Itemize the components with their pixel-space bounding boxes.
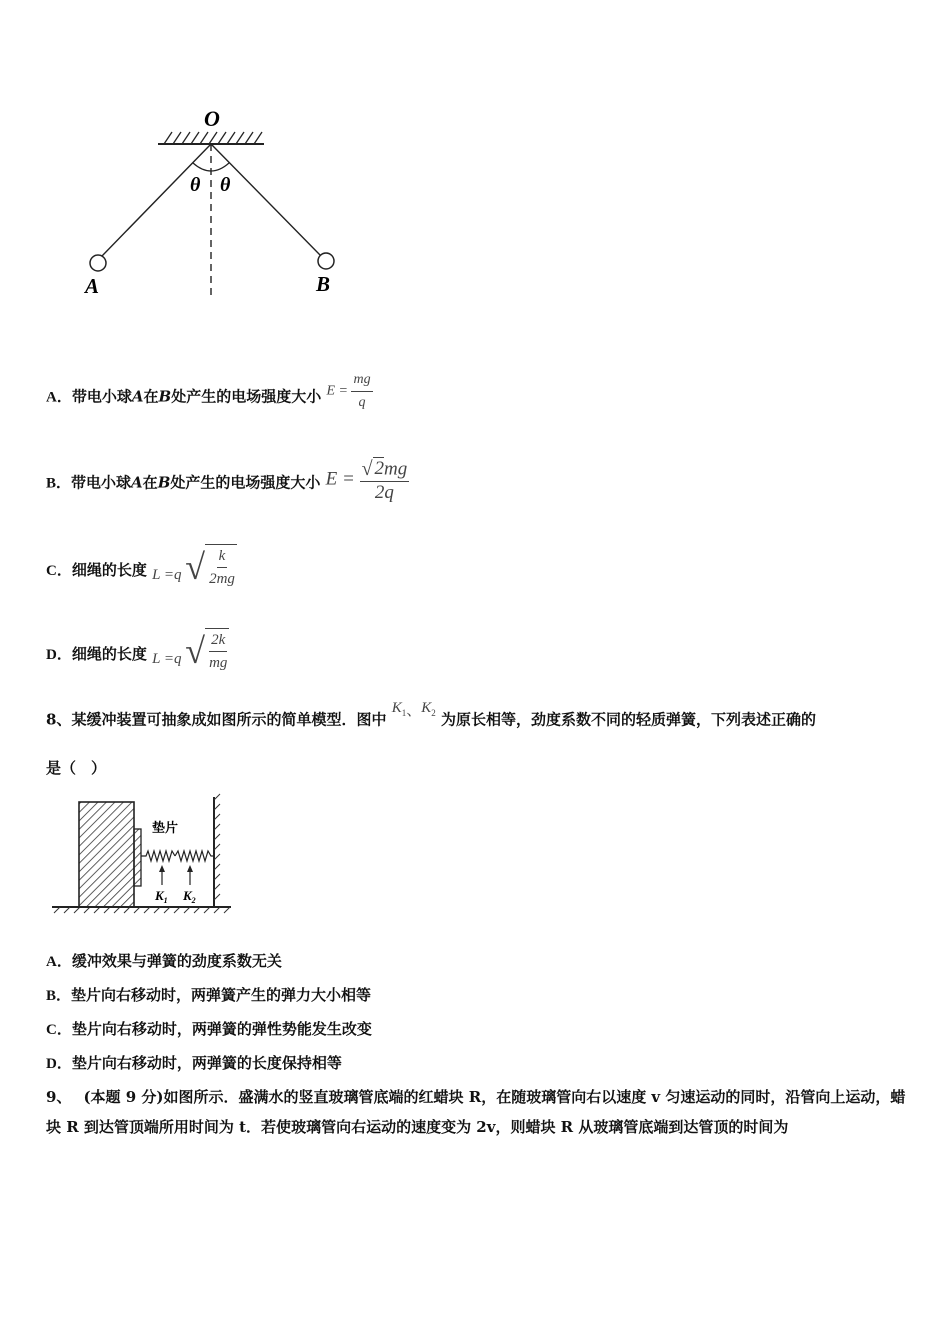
q9-stem: 9、 (本题 9 分)如图所示．盛满水的竖直玻璃管底端的红蜡块 R，在随玻璃管向右以速度 v 匀速运动的同时，沿管向上运动，蜡块 R 到达管顶端所用时间为 t．若使玻璃管向右运动的速度变为 2v，则蜡块 R 从玻璃管底端到达管顶的时间为 xyxy=(46,1088,906,1136)
figure-buffer xyxy=(48,792,238,917)
label-pad: 垫片 xyxy=(152,821,179,836)
ball-b xyxy=(318,253,334,269)
label-A: A xyxy=(85,274,100,298)
q8-stem-line2: 是（ ） xyxy=(46,759,107,777)
q8-option-a: A．缓冲效果与弹簧的劲度系数无关 xyxy=(46,952,282,970)
label-k1: $K_1$ xyxy=(155,888,168,905)
q8-option-c: C．垫片向右移动时，两弹簧的弹性势能发生改变 xyxy=(46,1020,372,1038)
pad xyxy=(134,829,141,886)
spring-k1 xyxy=(141,851,175,861)
q8-option-d: D．垫片向右移动时，两弹簧的长度保持相等 xyxy=(46,1054,342,1072)
block xyxy=(79,802,134,907)
q8-option-b: B．垫片向右移动时，两弹簧产生的弹力大小相等 xyxy=(46,986,372,1004)
q8-stem-line1: 8、某缓冲装置可抽象成如图所示的简单模型．图中 $K_1$、$K_2$ 为原长相等，劲度系数不同的轻质弹簧，下列表述正确的 xyxy=(46,700,816,729)
q7-option-d: D．细绳的长度 L =q √ $\frac{2k}{mg}$ xyxy=(46,632,229,678)
spring-k2 xyxy=(175,851,214,861)
ball-a xyxy=(90,255,106,271)
label-theta-left: θ xyxy=(190,174,201,196)
q7-option-c: C．细绳的长度 L =q √ $\frac{k}{2mg}$ xyxy=(46,548,237,594)
label-O: O xyxy=(204,106,220,131)
q7-option-b: B．带电小球A在B处产生的电场强度大小 E = √ 2 mg 2q xyxy=(46,457,408,503)
label-theta-right: θ xyxy=(220,174,231,196)
label-k2: $K_2$ xyxy=(183,888,196,905)
q7-option-a: A．带电小球A在B处产生的电场强度大小 E = $\frac{mg}{q}$ xyxy=(46,375,373,420)
figure-pendulum xyxy=(80,100,380,310)
label-B: B xyxy=(316,272,331,296)
